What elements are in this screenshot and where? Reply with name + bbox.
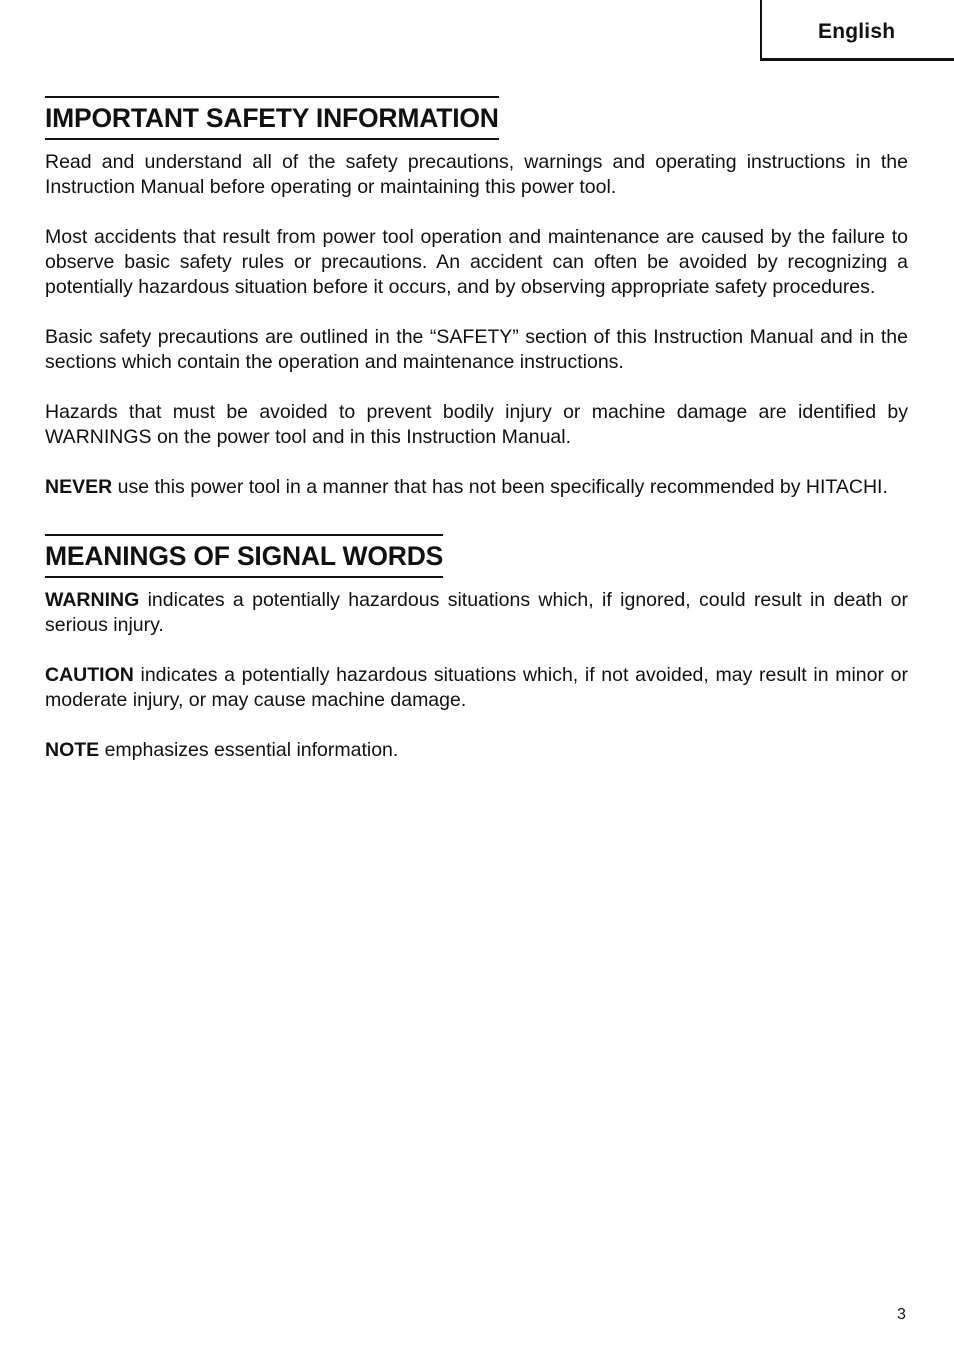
paragraph-most-accidents: Most accidents that result from power tool operation and maintenance are caused by the failure to observe basic safety rules or precautions. An accident can often be avoided by recognizing a potentially hazardous situation before it occurs, and by observing appropriate safety procedures.	[45, 226, 908, 298]
note-text: emphasizes essential information.	[99, 739, 399, 761]
paragraph-basic-precautions: Basic safety precautions are outlined in the “SAFETY” section of this Instruction Manual and in the sections which contain the operation and maintenance instructions.	[45, 326, 908, 373]
section-title-signal-words: MEANINGS OF SIGNAL WORDS	[45, 534, 443, 578]
language-label: English	[818, 20, 896, 43]
main-content	[45, 96, 908, 788]
paragraph-read-understand: Read and understand all of the safety precautions, warnings and operating instructions in the Instruction Manual before operating or maintaining this power tool.	[45, 151, 908, 198]
paragraph-hazards: Hazards that must be avoided to prevent bodily injury or machine damage are identified by WARNINGS on the power tool and in this Instruction Manual.	[45, 401, 908, 448]
section-title-important-safety: IMPORTANT SAFETY INFORMATION	[45, 96, 499, 140]
section-signal-words	[45, 534, 908, 763]
caution-text: indicates a potentially hazardous situations which, if not avoided, may result in minor or moderate injury, or may cause machine damage.	[45, 664, 908, 711]
paragraph-note	[45, 738, 908, 763]
note-keyword: NOTE	[45, 739, 100, 761]
page-number: 3	[897, 1306, 906, 1323]
warning-text: indicates a potentially hazardous situations which, if ignored, could result in death or serious injury.	[45, 589, 908, 636]
paragraph-caution	[45, 663, 908, 713]
caution-keyword: CAUTION	[45, 664, 134, 686]
paragraph-warning	[45, 588, 908, 638]
language-tab	[760, 0, 954, 61]
paragraph-never	[45, 475, 908, 500]
section-important-safety	[45, 96, 908, 500]
never-keyword: NEVER	[45, 476, 113, 498]
never-text: use this power tool in a manner that has not been specifically recommended by HITACHI.	[112, 476, 888, 498]
section-body-important-safety	[45, 150, 908, 500]
warning-keyword: WARNING	[45, 589, 140, 611]
section-body-signal-words	[45, 588, 908, 763]
